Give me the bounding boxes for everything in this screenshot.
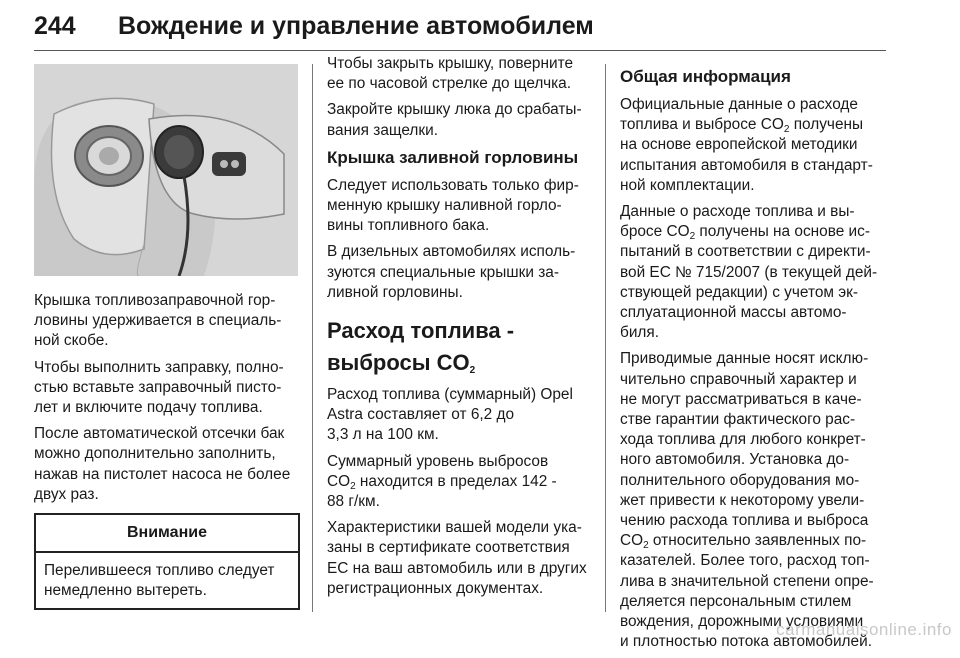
page-header <box>34 6 886 50</box>
chapter-title: Вождение и управление автомобилем <box>118 12 594 40</box>
column-right <box>620 62 886 658</box>
paragraph: Чтобы выполнить заправку, полно- стью вставьте заправочный писто- лет и включите подачу топлива. <box>34 358 284 417</box>
paragraph: Расход топлива (суммарный) Opel Astra составляет от 6,2 до 3,3 л на 100 км. <box>327 386 573 444</box>
text-span: получены на основе европейской методики испытания автомобиля в стандарт- ной комплектации. <box>620 116 873 194</box>
paragraph: Следует использовать только фир- менную крышку наливной горло- вины топливного бака. <box>327 176 579 235</box>
subscript: 2 <box>689 231 696 243</box>
warning-box <box>34 513 300 610</box>
text-span: относительно заявленных по- казателей. Более того, расход топ- лива в значительной степени опре- деляется персональным стилем вождения, дорожными условиями и плотностью потока автомобилей. <box>620 532 874 651</box>
paragraph <box>620 349 886 652</box>
page-number: 244 <box>34 12 76 40</box>
warning-title: Внимание <box>36 515 298 553</box>
paragraph: Чтобы закрыть крышку, поверните ее по часовой стрелке до щелчка. <box>327 55 574 93</box>
paragraph <box>620 95 886 196</box>
column-divider-2 <box>605 64 606 612</box>
subscript: 2 <box>469 365 476 377</box>
section-heading: Крышка заливной горловины <box>327 147 579 167</box>
text-span: Суммарный уровень выбросов CO <box>327 452 549 490</box>
heading-line-1: Расход топлива - <box>327 318 515 344</box>
header-rule <box>34 50 886 51</box>
column-left <box>34 64 300 610</box>
section-heading: Общая информация <box>620 67 791 86</box>
text-span: получены на основе ис- пытаний в соответствии с директи- вой ЕС № 715/2007 (в текущей дей- ствующей редакции) с учетом эк- сплуатационной массы автомо- биля. <box>620 223 878 342</box>
subscript: 2 <box>783 124 790 136</box>
text-span: Официальные данные о расходе топлива и выбросе CO <box>620 96 858 134</box>
warning-text: Перелившееся топливо следует немедленно вытереть. <box>44 562 275 600</box>
paragraph: После автоматической отсечки бак можно дополнительно заполнить, нажав на пистолет насоса не более двух раз. <box>34 425 291 503</box>
text-span: Приводимые данные носят исклю- чительно справочный характер и не могут рассматриваться в каче- стве гарантии фактического рас- хода топлива для любого конкрет- ного автомобиля. Установка до- полнительного оборудования мо- жет привести к некоторому увели- чению расхода топлива и выброса CO <box>620 350 869 550</box>
column-divider-1 <box>312 64 313 612</box>
fuel-cap-illustration <box>34 64 298 276</box>
subscript: 2 <box>350 480 356 492</box>
column-middle <box>327 54 592 605</box>
paragraph: Крышка топливозаправочной гор- ловины удерживается в специаль- ной скобе. <box>34 292 282 350</box>
watermark: carmanualsonline.info <box>776 620 952 639</box>
paragraph <box>327 452 592 513</box>
fuel-cap-photo <box>34 64 298 276</box>
text-span: Данные о расходе топлива и вы- бросе CO <box>620 203 855 241</box>
paragraph: В дизельных автомобилях исполь- зуются специальные крышки за- ливной горловины. <box>327 243 576 301</box>
paragraph: Закройте крышку люка до срабаты- вания защелки. <box>327 101 582 139</box>
subscript: 2 <box>643 540 649 552</box>
paragraph <box>620 202 886 343</box>
heading-line-2: выбросы CO <box>327 350 470 376</box>
chapter-heading <box>327 315 592 379</box>
paragraph: Характеристики вашей модели ука- заны в сертификате соответствия ЕС на ваш автомобиль или в других регистрационных документах. <box>327 519 587 597</box>
text-span: находится в пределах 142 - 88 г/км. <box>327 472 557 511</box>
